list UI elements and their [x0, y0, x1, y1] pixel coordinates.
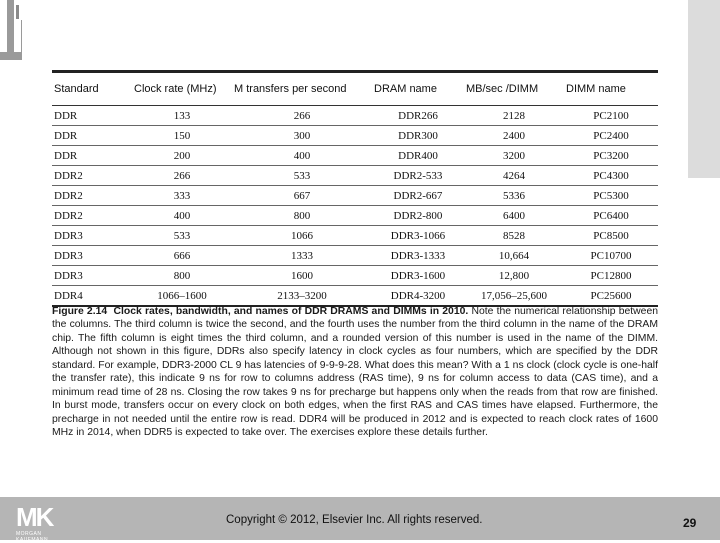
- table-cell: 533: [132, 226, 232, 246]
- table-header-row: [52, 72, 658, 106]
- table-cell: 2128: [464, 106, 564, 126]
- caption-title: Clock rates, bandwidth, and names of DDR DRAMS and DIMMs in 2010.: [113, 306, 469, 317]
- table-cell: 1066–1600: [132, 286, 232, 307]
- table-cell: 12,800: [464, 266, 564, 286]
- table-cell: DDR: [52, 126, 132, 146]
- table-cell: 200: [132, 146, 232, 166]
- table-cell: DDR2-667: [372, 186, 464, 206]
- table-cell: 300: [232, 126, 372, 146]
- table-cell: DDR2: [52, 206, 132, 226]
- table-row: [52, 106, 658, 126]
- decorative-vertical-line: [21, 20, 22, 60]
- column-header: Clock rate (MHz): [132, 72, 232, 106]
- table-cell: DDR3: [52, 246, 132, 266]
- table-cell: PC6400: [564, 206, 658, 226]
- table-cell: 17,056–25,600: [464, 286, 564, 307]
- table-body: [52, 106, 658, 307]
- table-cell: PC2100: [564, 106, 658, 126]
- table-cell: 333: [132, 186, 232, 206]
- table-cell: 133: [132, 106, 232, 126]
- table-cell: 1333: [232, 246, 372, 266]
- table-cell: 1066: [232, 226, 372, 246]
- table-cell: PC8500: [564, 226, 658, 246]
- decorative-right-panel: [688, 0, 720, 178]
- figure-caption: [52, 305, 658, 440]
- table-cell: PC4300: [564, 166, 658, 186]
- table-row: [52, 166, 658, 186]
- column-header: M transfers per second: [232, 72, 372, 106]
- table-cell: DDR2-533: [372, 166, 464, 186]
- table-cell: PC25600: [564, 286, 658, 307]
- table-cell: 666: [132, 246, 232, 266]
- caption-label: Figure 2.14: [52, 306, 108, 317]
- table-row: [52, 246, 658, 266]
- table-cell: DDR4: [52, 286, 132, 307]
- table-row: [52, 126, 658, 146]
- mk-logo: [16, 502, 72, 543]
- table-cell: DDR3-1333: [372, 246, 464, 266]
- table-cell: DDR: [52, 146, 132, 166]
- table-cell: 2133–3200: [232, 286, 372, 307]
- column-header: DIMM name: [564, 72, 658, 106]
- column-header: Standard: [52, 72, 132, 106]
- decorative-vertical-bar: [7, 0, 14, 52]
- table-cell: DDR2: [52, 186, 132, 206]
- table-cell: 400: [132, 206, 232, 226]
- table-cell: 2400: [464, 126, 564, 146]
- table-cell: 800: [132, 266, 232, 286]
- table-cell: 3200: [464, 146, 564, 166]
- ddr-table-container: [52, 70, 658, 307]
- table-cell: DDR266: [372, 106, 464, 126]
- table-cell: PC2400: [564, 126, 658, 146]
- page-number: 29: [683, 516, 697, 530]
- table-cell: 150: [132, 126, 232, 146]
- table-cell: 800: [232, 206, 372, 226]
- table-cell: DDR300: [372, 126, 464, 146]
- table-cell: PC10700: [564, 246, 658, 266]
- table-cell: 5336: [464, 186, 564, 206]
- table-cell: PC12800: [564, 266, 658, 286]
- table-row: [52, 186, 658, 206]
- decorative-tick: [16, 5, 19, 19]
- table-cell: 10,664: [464, 246, 564, 266]
- table-cell: 6400: [464, 206, 564, 226]
- table-cell: DDR2-800: [372, 206, 464, 226]
- table-row: [52, 286, 658, 307]
- table-cell: DDR2: [52, 166, 132, 186]
- table-cell: DDR: [52, 106, 132, 126]
- table-cell: 8528: [464, 226, 564, 246]
- table-row: [52, 146, 658, 166]
- table-cell: DDR3: [52, 226, 132, 246]
- column-header: MB/sec /DIMM: [464, 72, 564, 106]
- ddr-table: [52, 70, 658, 307]
- table-row: [52, 266, 658, 286]
- table-cell: DDR400: [372, 146, 464, 166]
- table-cell: PC5300: [564, 186, 658, 206]
- decorative-horizontal-bar: [0, 52, 22, 60]
- table-cell: DDR4-3200: [372, 286, 464, 307]
- table-cell: 400: [232, 146, 372, 166]
- copyright-text: Copyright © 2012, Elsevier Inc. All rights reserved.: [226, 514, 483, 526]
- table-cell: DDR3-1600: [372, 266, 464, 286]
- table-cell: 533: [232, 166, 372, 186]
- caption-body: Note the numerical relationship between the columns. The third column is twice the second, and the fourth uses the number from the third column in the name of the DRAM chip. The fifth column is eight times the third column, and a rounded version of this number is used in the name of the DIMM. Although not shown in this figure, DDRs also specify latency in clock cycles as four numbers, which are specified by the DDR standard. For example, DDR3-2000 CL 9 has latencies of 9-9-9-28. What does this mean? With a 1 ns clock (clock cycle is one-half the transfer rate), this indicate 9 ns for row to columns address (RAS time), 9 ns for column access to data (CAS time), and a minimum read time of 28 ns. Closing the row takes 9 ns for precharge but happens only when the reads from that row are finished. In burst mode, transfers occur on every clock on both edges, when the first RAS and CAS times have elapsed. Furthermore, the precharge in not needed until the entire row is read. DDR4 will be produced in 2012 and is expected to reach clock rates of 1600 MHz in 2014, when DDR5 is expected to take over. The exercises explore these details further.: [52, 306, 659, 439]
- table-cell: DDR3-1066: [372, 226, 464, 246]
- table-row: [52, 206, 658, 226]
- table-cell: 266: [232, 106, 372, 126]
- column-header: DRAM name: [372, 72, 464, 106]
- table-cell: PC3200: [564, 146, 658, 166]
- table-cell: 667: [232, 186, 372, 206]
- footer-bar: [0, 497, 720, 543]
- table-cell: DDR3: [52, 266, 132, 286]
- logo-subtitle: MORGAN KAUFMANN: [16, 531, 49, 543]
- table-cell: 266: [132, 166, 232, 186]
- table-cell: 4264: [464, 166, 564, 186]
- table-row: [52, 226, 658, 246]
- table-cell: 1600: [232, 266, 372, 286]
- logo-mark: MK: [16, 502, 53, 532]
